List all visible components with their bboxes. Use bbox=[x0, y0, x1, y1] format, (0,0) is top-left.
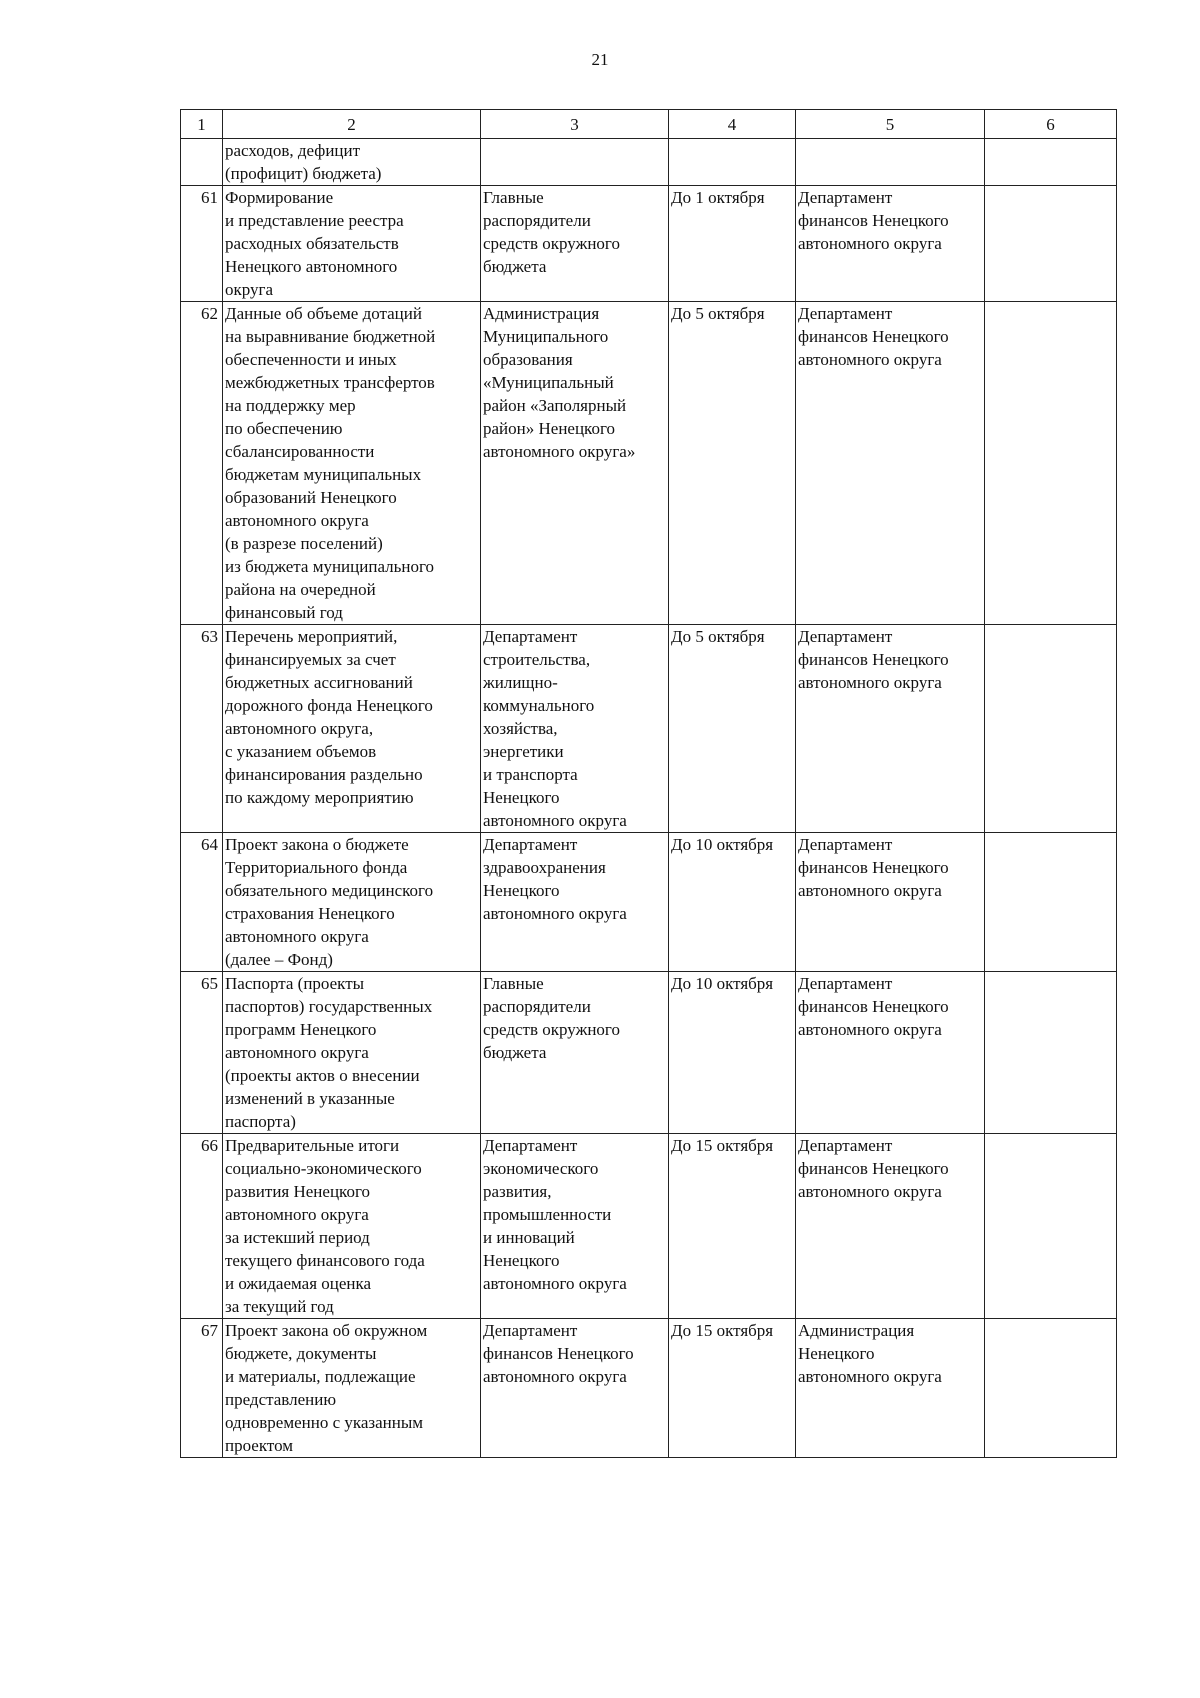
document-cell: Проект закона об окружном бюджете, документы и материалы, подлежащие представлению одновременно с указанным проектом bbox=[223, 1319, 481, 1458]
recipient-cell: Департамент финансов Ненецкого автономного округа bbox=[796, 972, 985, 1134]
row-number-cell: 61 bbox=[181, 186, 223, 302]
responsible-cell: Департамент экономического развития, промышленности и инноваций Ненецкого автономного округа bbox=[481, 1134, 669, 1319]
note-cell bbox=[985, 186, 1117, 302]
note-cell bbox=[985, 302, 1117, 625]
row-number-cell: 67 bbox=[181, 1319, 223, 1458]
schedule-table bbox=[180, 109, 1117, 1458]
deadline-cell: До 15 октября bbox=[669, 1319, 796, 1458]
row-number-cell: 65 bbox=[181, 972, 223, 1134]
document-cell: Предварительные итоги социально-экономического развития Ненецкого автономного округа за истекший период текущего финансового года и ожидаемая оценка за текущий год bbox=[223, 1134, 481, 1319]
table-body bbox=[181, 110, 1117, 1458]
page-number: 21 bbox=[591, 50, 609, 69]
row-number-cell bbox=[181, 139, 223, 186]
recipient-cell: Администрация Ненецкого автономного округа bbox=[796, 1319, 985, 1458]
header-row bbox=[181, 110, 1117, 139]
note-cell bbox=[985, 139, 1117, 186]
row-number-cell: 63 bbox=[181, 625, 223, 833]
table-row bbox=[181, 139, 1117, 186]
document-cell: Перечень мероприятий, финансируемых за счет бюджетных ассигнований дорожного фонда Ненецкого автономного округа, с указанием объемов финансирования раздельно по каждому мероприятию bbox=[223, 625, 481, 833]
responsible-cell: Администрация Муниципального образования «Муниципальный район «Заполярный район» Ненецкого автономного округа» bbox=[481, 302, 669, 625]
responsible-cell: Департамент здравоохранения Ненецкого автономного округа bbox=[481, 833, 669, 972]
deadline-cell: До 1 октября bbox=[669, 186, 796, 302]
document-cell: Данные об объеме дотаций на выравнивание бюджетной обеспеченности и иных межбюджетных трансфертов на поддержку мер по обеспечению сбалансированности бюджетам муниципальных образований Ненецкого автономного округа (в разрезе поселений) из бюджета муниципального района на очередной финансовый год bbox=[223, 302, 481, 625]
deadline-cell bbox=[669, 139, 796, 186]
header-cell: 1 bbox=[181, 110, 223, 139]
table-row bbox=[181, 972, 1117, 1134]
row-number-cell: 62 bbox=[181, 302, 223, 625]
document-cell: Паспорта (проекты паспортов) государственных программ Ненецкого автономного округа (проекты актов о внесении изменений в указанные паспорта) bbox=[223, 972, 481, 1134]
document-cell: Формирование и представление реестра расходных обязательств Ненецкого автономного округа bbox=[223, 186, 481, 302]
header-cell: 5 bbox=[796, 110, 985, 139]
recipient-cell: Департамент финансов Ненецкого автономного округа bbox=[796, 186, 985, 302]
header-cell: 4 bbox=[669, 110, 796, 139]
recipient-cell bbox=[796, 139, 985, 186]
table-row bbox=[181, 833, 1117, 972]
recipient-cell: Департамент финансов Ненецкого автономного округа bbox=[796, 302, 985, 625]
note-cell bbox=[985, 1134, 1117, 1319]
header-cell: 2 bbox=[223, 110, 481, 139]
deadline-cell: До 15 октября bbox=[669, 1134, 796, 1319]
header-cell: 6 bbox=[985, 110, 1117, 139]
recipient-cell: Департамент финансов Ненецкого автономного округа bbox=[796, 833, 985, 972]
responsible-cell: Главные распорядители средств окружного бюджета bbox=[481, 186, 669, 302]
table-row bbox=[181, 186, 1117, 302]
note-cell bbox=[985, 625, 1117, 833]
note-cell bbox=[985, 1319, 1117, 1458]
responsible-cell: Главные распорядители средств окружного бюджета bbox=[481, 972, 669, 1134]
header-cell: 3 bbox=[481, 110, 669, 139]
recipient-cell: Департамент финансов Ненецкого автономного округа bbox=[796, 625, 985, 833]
row-number-cell: 64 bbox=[181, 833, 223, 972]
document-cell: расходов, дефицит (профицит) бюджета) bbox=[223, 139, 481, 186]
table-row bbox=[181, 625, 1117, 833]
responsible-cell bbox=[481, 139, 669, 186]
deadline-cell: До 10 октября bbox=[669, 972, 796, 1134]
responsible-cell: Департамент финансов Ненецкого автономного округа bbox=[481, 1319, 669, 1458]
document-cell: Проект закона о бюджете Территориального фонда обязательного медицинского страхования Ненецкого автономного округа (далее – Фонд) bbox=[223, 833, 481, 972]
table-row bbox=[181, 302, 1117, 625]
deadline-cell: До 5 октября bbox=[669, 625, 796, 833]
deadline-cell: До 10 октября bbox=[669, 833, 796, 972]
note-cell bbox=[985, 833, 1117, 972]
table-row bbox=[181, 1319, 1117, 1458]
note-cell bbox=[985, 972, 1117, 1134]
responsible-cell: Департамент строительства, жилищно- коммунального хозяйства, энергетики и транспорта Ненецкого автономного округа bbox=[481, 625, 669, 833]
recipient-cell: Департамент финансов Ненецкого автономного округа bbox=[796, 1134, 985, 1319]
row-number-cell: 66 bbox=[181, 1134, 223, 1319]
deadline-cell: До 5 октября bbox=[669, 302, 796, 625]
table-row bbox=[181, 1134, 1117, 1319]
